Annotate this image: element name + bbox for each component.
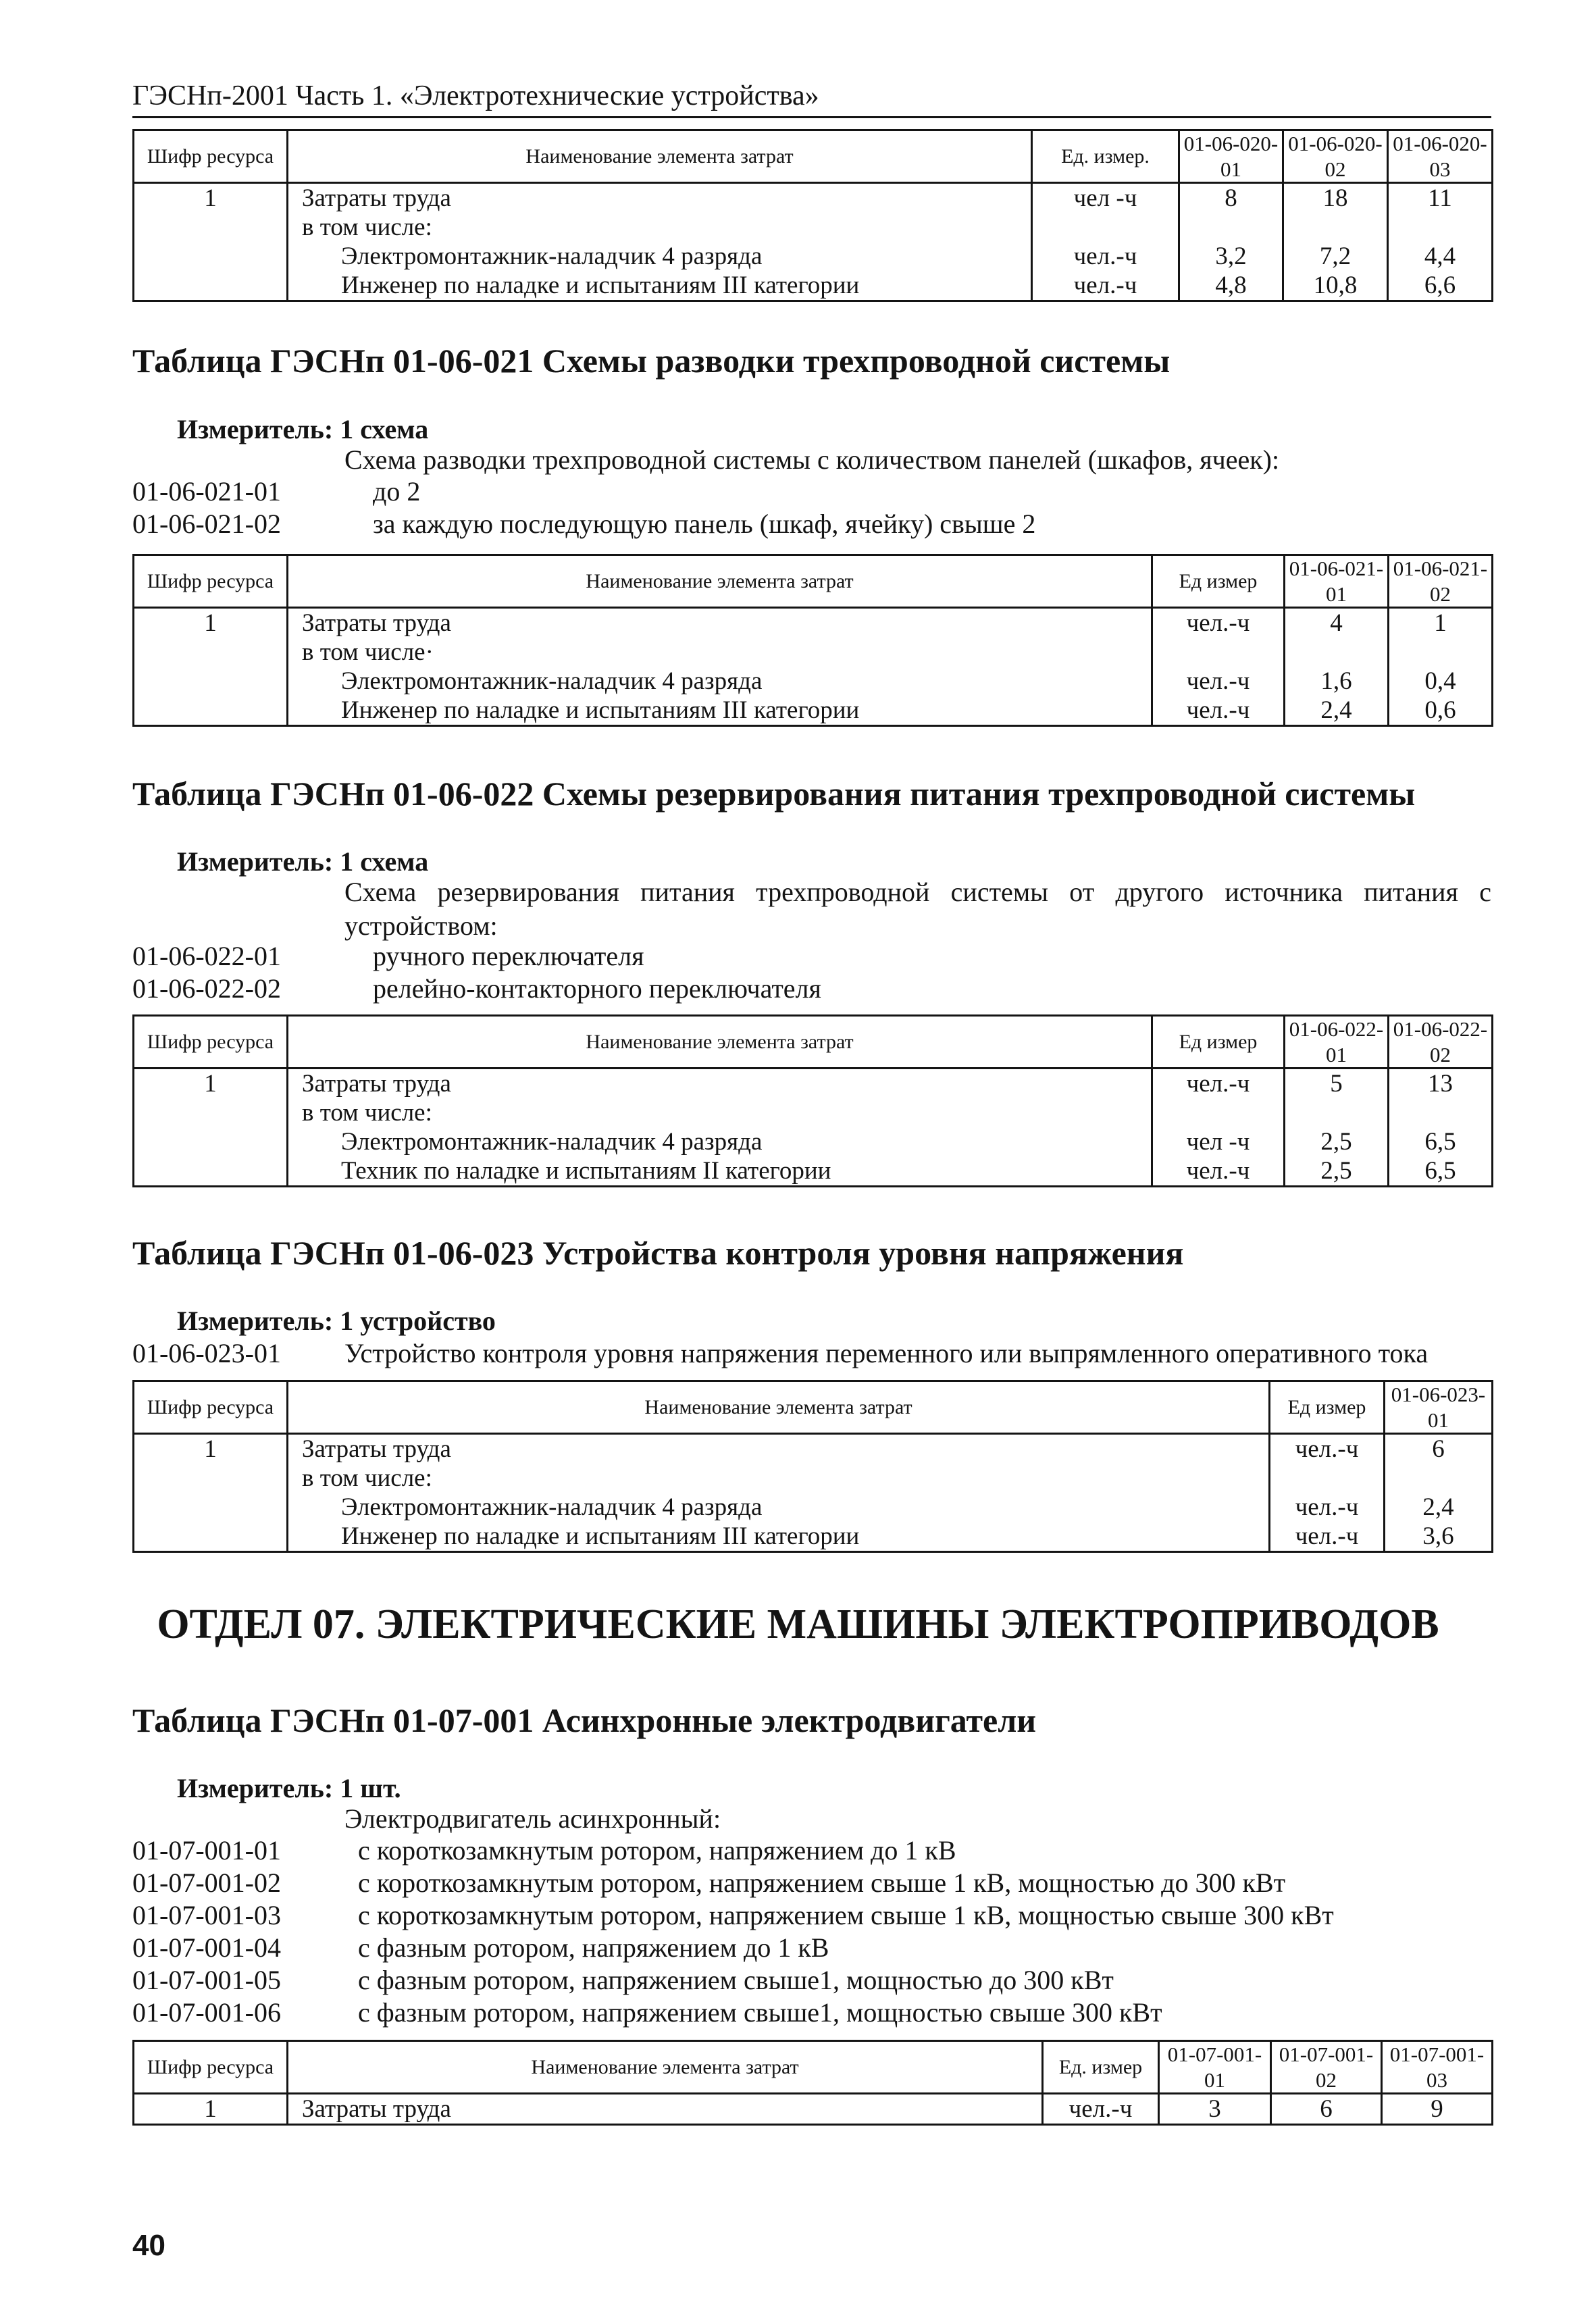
cost-table-021 [132, 554, 1493, 727]
table-title: Таблица ГЭСНп 01-07-001 Асинхронные электродвигатели [132, 1701, 1037, 1739]
cell-unit: чел.-ч [1152, 608, 1285, 638]
cell-unit [1270, 1464, 1385, 1493]
cell-value [1388, 213, 1493, 242]
table-row [134, 2094, 1493, 2125]
cell-code [134, 1156, 288, 1187]
cell-value: 2,5 [1285, 1156, 1389, 1187]
cell-code [134, 213, 288, 242]
cell-name: в том числе: [288, 1464, 1270, 1493]
cell-unit [1032, 213, 1179, 242]
cell-unit: чел -ч [1152, 1127, 1285, 1156]
meter-line [177, 413, 428, 445]
header-name: Наименование элемента затрат [288, 1381, 1270, 1434]
header-col: 01-06-020-03 [1388, 130, 1493, 183]
item-code: 01-07-001-04 [132, 1932, 281, 1963]
cell-name: Техник по наладке и испытаниям II категории [288, 1156, 1152, 1187]
meter-line [177, 1772, 401, 1804]
page-number: 40 [132, 2229, 165, 2262]
item-desc: ручного переключателя [373, 941, 644, 971]
header-unit: Ед измер [1152, 555, 1285, 608]
cell-name: Инженер по наладке и испытаниям III категории [288, 1522, 1270, 1552]
item-code: 01-06-023-01 [132, 1338, 281, 1368]
cell-value: 1 [1389, 608, 1493, 638]
cell-unit: чел.-ч [1032, 242, 1179, 271]
cell-name: в том числе· [288, 638, 1152, 667]
section-heading: ОТДЕЛ 07. ЭЛЕКТРИЧЕСКИЕ МАШИНЫ ЭЛЕКТРОПРИВОДОВ [157, 1601, 1439, 1647]
item-code: 01-06-021-02 [132, 509, 281, 539]
header-code: Шифр ресурса [134, 130, 288, 183]
cell-value: 3,2 [1179, 242, 1283, 271]
section-intro: Схема разводки трехпроводной системы с количеством панелей (шкафов, ячеек): [344, 444, 1280, 475]
table-row [134, 242, 1493, 271]
item-code: 01-07-001-06 [132, 1997, 281, 2028]
item-desc: с фазным ротором, напряжением до 1 кВ [358, 1932, 829, 1963]
meter-value: 1 шт. [340, 1773, 401, 1803]
cell-value: 13 [1389, 1069, 1493, 1099]
header-name: Наименование элемента затрат [288, 130, 1032, 183]
header-name: Наименование элемента затрат [288, 1016, 1152, 1069]
cost-table-022 [132, 1014, 1493, 1187]
header-code: Шифр ресурса [134, 2041, 288, 2094]
table-row [134, 183, 1493, 213]
table-row [134, 1434, 1493, 1464]
header-unit: Ед измер [1270, 1381, 1385, 1434]
cell-unit: чел.-ч [1270, 1522, 1385, 1552]
cell-code [134, 1098, 288, 1127]
item-desc: Устройство контроля уровня напряжения переменного или выпрямленного оперативного тока [344, 1338, 1428, 1368]
header-unit: Ед. измер. [1032, 130, 1179, 183]
table-row [134, 1069, 1493, 1099]
cell-code: 1 [134, 608, 288, 638]
item-desc: с короткозамкнутым ротором, напряжением до 1 кВ [358, 1835, 956, 1866]
cell-value [1389, 1098, 1493, 1127]
meter-line [177, 1305, 496, 1337]
item-desc: релейно-контакторного переключателя [373, 973, 821, 1004]
item-desc: за каждую последующую панель (шкаф, ячейку) свыше 2 [373, 509, 1036, 539]
cell-unit: чел.-ч [1270, 1434, 1385, 1464]
cell-value: 2,5 [1285, 1127, 1389, 1156]
cell-value: 4,8 [1179, 271, 1283, 301]
cell-value: 7,2 [1283, 242, 1388, 271]
meter-label: Измеритель: [177, 1773, 334, 1803]
cell-value: 0,4 [1389, 667, 1493, 696]
table-title: Таблица ГЭСНп 01-06-022 Схемы резервирования питания трехпроводной системы [132, 775, 1416, 813]
meter-label: Измеритель: [177, 846, 334, 877]
header-col: 01-07-001-01 [1159, 2041, 1271, 2094]
item-code: 01-07-001-02 [132, 1868, 281, 1898]
header-col: 01-06-022-01 [1285, 1016, 1389, 1069]
cell-value: 6,6 [1388, 271, 1493, 301]
item-code: 01-07-001-05 [132, 1965, 281, 1995]
item-desc: до 2 [373, 476, 421, 507]
meter-value: 1 устройство [340, 1306, 496, 1336]
header-col: 01-06-020-01 [1179, 130, 1283, 183]
cell-code: 1 [134, 183, 288, 213]
table-row [134, 1493, 1493, 1522]
header-unit: Ед измер [1152, 1016, 1285, 1069]
header-unit: Ед. измер [1043, 2041, 1159, 2094]
cell-name: Затраты труда [288, 2094, 1043, 2125]
header-col: 01-07-001-02 [1271, 2041, 1382, 2094]
cell-value: 10,8 [1283, 271, 1388, 301]
cell-name: Затраты труда [288, 1434, 1270, 1464]
cell-name: Затраты труда [288, 183, 1032, 213]
table-row [134, 1522, 1493, 1552]
cell-value: 6,5 [1389, 1127, 1493, 1156]
cost-table-023 [132, 1380, 1493, 1553]
item-code: 01-06-021-01 [132, 476, 281, 507]
cell-unit [1152, 638, 1285, 667]
cell-value: 3,6 [1385, 1522, 1493, 1552]
cell-unit: чел -ч [1032, 183, 1179, 213]
header-name: Наименование элемента затрат [288, 555, 1152, 608]
table-title: Таблица ГЭСНп 01-06-023 Устройства контроля уровня напряжения [132, 1234, 1184, 1272]
cell-code: 1 [134, 1434, 288, 1464]
header-name: Наименование элемента затрат [288, 2041, 1043, 2094]
cell-value [1385, 1464, 1493, 1493]
item-code: 01-06-022-02 [132, 973, 281, 1004]
cell-code [134, 1522, 288, 1552]
cell-value: 3 [1159, 2094, 1271, 2125]
cell-name: в том числе: [288, 213, 1032, 242]
meter-label: Измеритель: [177, 414, 334, 444]
cell-value: 1,6 [1285, 667, 1389, 696]
cell-value: 6,5 [1389, 1156, 1493, 1187]
header-rule [132, 116, 1491, 118]
cell-value: 2,4 [1285, 696, 1389, 726]
header-code: Шифр ресурса [134, 1016, 288, 1069]
cell-value: 5 [1285, 1069, 1389, 1099]
cell-unit: чел.-ч [1152, 1156, 1285, 1187]
cell-code: 1 [134, 2094, 288, 2125]
cell-name: Затраты труда [288, 1069, 1152, 1099]
table-row [134, 1156, 1493, 1187]
item-code: 01-07-001-03 [132, 1900, 281, 1930]
cell-value: 4,4 [1388, 242, 1493, 271]
cell-code [134, 696, 288, 726]
table-row [134, 667, 1493, 696]
item-desc: с короткозамкнутым ротором, напряжением свыше 1 кВ, мощностью до 300 кВт [358, 1868, 1286, 1898]
table-title: Таблица ГЭСНп 01-06-021 Схемы разводки трехпроводной системы [132, 342, 1170, 380]
cell-value: 4 [1285, 608, 1389, 638]
cell-value: 6 [1385, 1434, 1493, 1464]
cell-code [134, 1464, 288, 1493]
cell-code [134, 638, 288, 667]
cell-code: 1 [134, 1069, 288, 1099]
header-col: 01-06-022-02 [1389, 1016, 1493, 1069]
section-intro: Электродвигатель асинхронный: [344, 1803, 721, 1834]
cost-table-020 [132, 129, 1493, 302]
table-row [134, 271, 1493, 301]
cell-code [134, 667, 288, 696]
table-row [134, 213, 1493, 242]
cell-unit: чел.-ч [1152, 667, 1285, 696]
cell-value: 8 [1179, 183, 1283, 213]
item-desc: с фазным ротором, напряжением свыше1, мощностью свыше 300 кВт [358, 1997, 1162, 2028]
item-code: 01-06-022-01 [132, 941, 281, 971]
table-row [134, 608, 1493, 638]
table-row [134, 1098, 1493, 1127]
table-row [134, 1464, 1493, 1493]
cell-name: Затраты труда [288, 608, 1152, 638]
cell-code [134, 1493, 288, 1522]
cell-value: 0,6 [1389, 696, 1493, 726]
cell-value: 6 [1271, 2094, 1382, 2125]
header-code: Шифр ресурса [134, 1381, 288, 1434]
cell-name: Электромонтажник-наладчик 4 разряда [288, 667, 1152, 696]
header-col: 01-07-001-03 [1382, 2041, 1493, 2094]
cell-value [1283, 213, 1388, 242]
meter-value: 1 схема [340, 846, 429, 877]
cell-value [1179, 213, 1283, 242]
cell-name: Инженер по наладке и испытаниям III категории [288, 696, 1152, 726]
cell-value: 11 [1388, 183, 1493, 213]
running-header: ГЭСНп-2001 Часть 1. «Электротехнические устройства» [132, 80, 819, 111]
section-intro: Схема резервирования питания трехпроводной системы от другого источника питания с устройством: [344, 877, 1491, 941]
cell-unit [1152, 1098, 1285, 1127]
table-row [134, 696, 1493, 726]
table-row [134, 638, 1493, 667]
cell-value [1389, 638, 1493, 667]
header-code: Шифр ресурса [134, 555, 288, 608]
meter-value: 1 схема [340, 414, 429, 444]
cell-unit: чел.-ч [1270, 1493, 1385, 1522]
cell-name: в том числе: [288, 1098, 1152, 1127]
cell-unit: чел.-ч [1032, 271, 1179, 301]
cell-unit: чел.-ч [1043, 2094, 1159, 2125]
cell-code [134, 271, 288, 301]
cell-value [1285, 638, 1389, 667]
cell-name: Электромонтажник-наладчик 4 разряда [288, 1493, 1270, 1522]
cell-name: Инженер по наладке и испытаниям III категории [288, 271, 1032, 301]
cost-table-07-001 [132, 2040, 1493, 2126]
cell-value: 9 [1382, 2094, 1493, 2125]
cell-unit: чел.-ч [1152, 696, 1285, 726]
item-desc: с короткозамкнутым ротором, напряжением свыше 1 кВ, мощностью свыше 300 кВт [358, 1900, 1334, 1930]
item-desc: с фазным ротором, напряжением свыше1, мощностью до 300 кВт [358, 1965, 1114, 1995]
cell-name: Электромонтажник-наладчик 4 разряда [288, 242, 1032, 271]
header-col: 01-06-020-02 [1283, 130, 1388, 183]
meter-label: Измеритель: [177, 1306, 334, 1336]
header-col: 01-06-023-01 [1385, 1381, 1493, 1434]
cell-code [134, 242, 288, 271]
cell-value [1285, 1098, 1389, 1127]
header-col: 01-06-021-01 [1285, 555, 1389, 608]
cell-name: Электромонтажник-наладчик 4 разряда [288, 1127, 1152, 1156]
meter-line [177, 846, 428, 877]
cell-code [134, 1127, 288, 1156]
cell-unit: чел.-ч [1152, 1069, 1285, 1099]
cell-value: 2,4 [1385, 1493, 1493, 1522]
table-row [134, 1127, 1493, 1156]
cell-value: 18 [1283, 183, 1388, 213]
header-col: 01-06-021-02 [1389, 555, 1493, 608]
item-code: 01-07-001-01 [132, 1835, 281, 1866]
